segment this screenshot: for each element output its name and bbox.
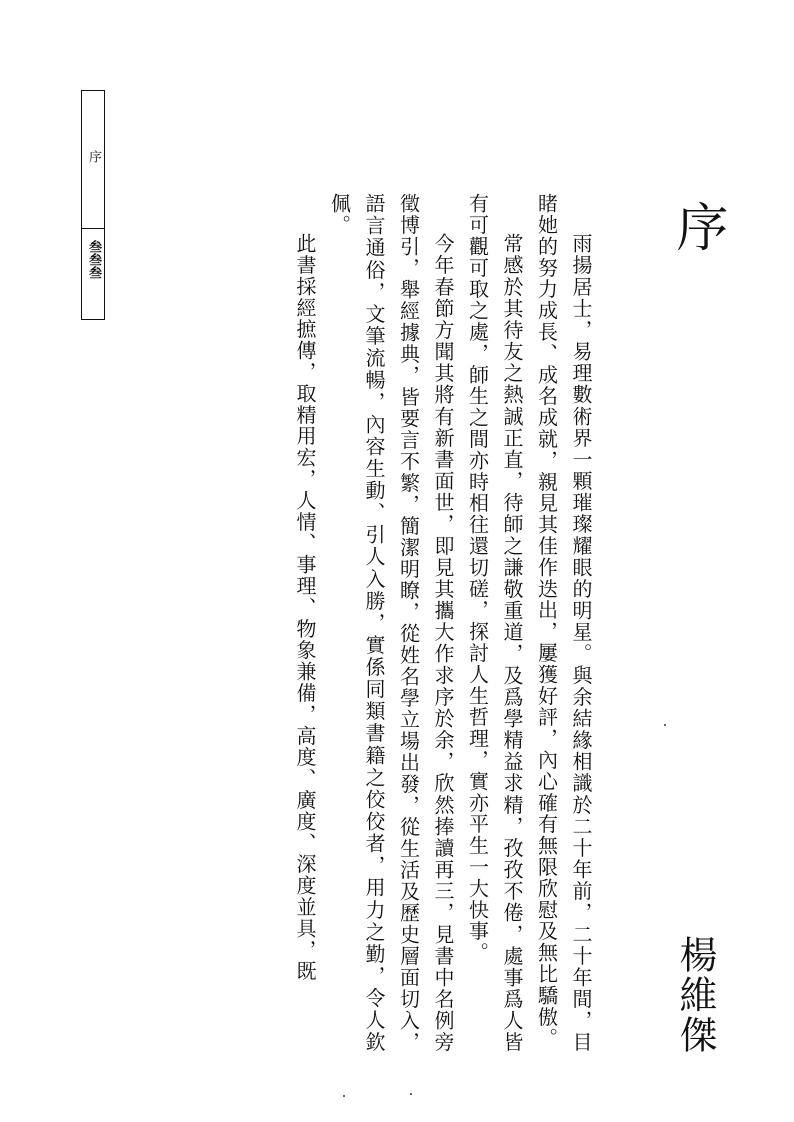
paragraph-4: 此書採經摭傳，取精用宏，人情、事理、物象兼備，高度、廣度、深度並具，既 bbox=[293, 233, 317, 982]
margin-tab-rule bbox=[82, 228, 104, 229]
author-name: 楊維傑 bbox=[673, 935, 717, 1055]
preface-body bbox=[158, 193, 598, 1053]
paragraph-1: 雨揚居士，易理數術界一顆璀璨耀眼的明星。與余結緣相識於二十年前，二十年間，目睹她的努力成長、成名成就，親見其佳作迭出，屢獲好評，內心確有無限欣慰及無比驕傲。 bbox=[534, 193, 593, 1053]
page-title: 序 bbox=[667, 200, 727, 252]
scan-speck bbox=[410, 1093, 412, 1095]
paragraph-2: 常感於其待友之熱誠正直，待師之謙敬重道，及爲學精益求精，孜孜不倦，處事爲人皆有可觀可取之處，師生之間亦時相往還切磋，探討人生哲理，實亦平生一大快事。 bbox=[465, 193, 524, 1053]
page-number: 叁叁叁 bbox=[86, 240, 101, 279]
paragraph-3: 今年春節方聞其將有新書面世，即見其攜大作求序於余，欣然捧讀再三，見書中名例旁徵博引，舉經據典，皆要言不繁，簡潔明瞭，從姓名學立場出發，從生活及歷史層面切入，語言通俗，文筆流暢，內容生動、引人入勝，實係同類書籍之佼佼者，用力之勤，令人欽佩。 bbox=[327, 193, 455, 1053]
margin-tab-rule bbox=[82, 319, 104, 320]
margin-chapter-label: 序 bbox=[86, 150, 101, 163]
scan-speck bbox=[343, 1095, 345, 1097]
margin-tab-rule bbox=[82, 90, 104, 91]
margin-tab bbox=[81, 90, 105, 320]
scan-speck bbox=[664, 724, 666, 726]
